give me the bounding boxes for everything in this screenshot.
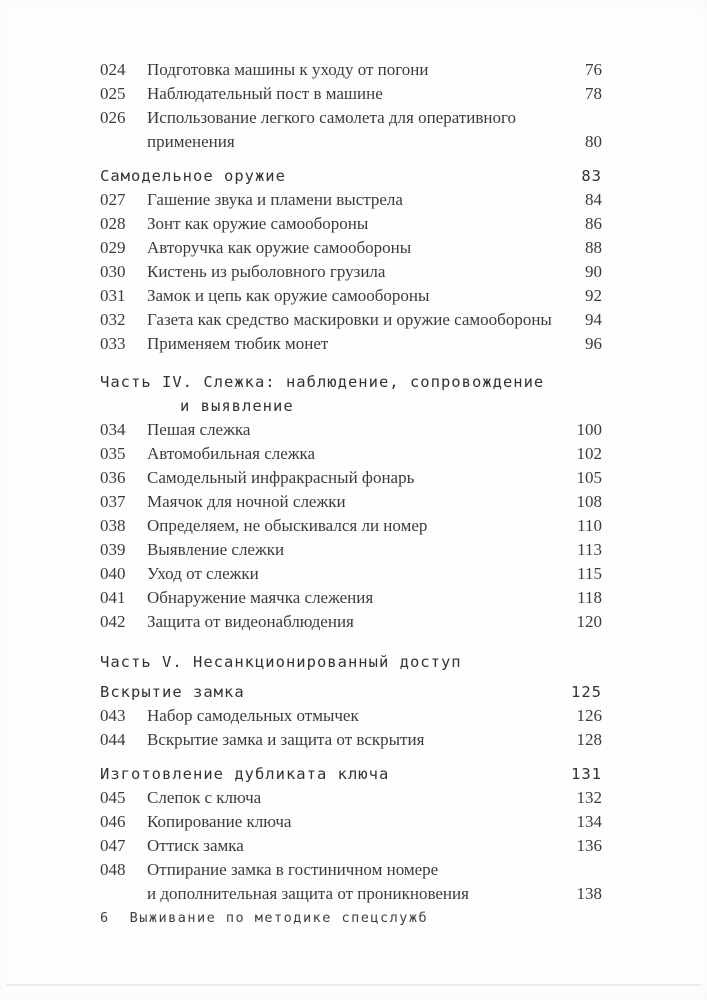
- entry-number: 030: [100, 262, 126, 281]
- toc-entry-row: [100, 188, 602, 212]
- toc-entry-row: [100, 538, 602, 562]
- entry-number: 044: [100, 730, 126, 749]
- entry-title: Наблюдательный пост в машине: [147, 84, 383, 103]
- entry-title: Определяем, не обыскивался ли номер: [147, 516, 428, 535]
- toc-entry-row: [100, 284, 602, 308]
- toc-entry-row: [100, 466, 602, 490]
- toc-entry-row: [100, 810, 602, 834]
- entry-number: 031: [100, 286, 126, 305]
- entry-title: Замок и цепь как оружие самообороны: [147, 286, 430, 305]
- toc-entry-row: [100, 562, 602, 586]
- entry-title: Гашение звука и пламени выстрела: [147, 190, 403, 209]
- entry-number: 033: [100, 334, 126, 353]
- section-heading: Изготовление дубликата ключа: [100, 765, 390, 783]
- toc-entry-row: [100, 82, 602, 106]
- page-bottom-edge: [6, 984, 701, 986]
- entry-title: Авторучка как оружие самообороны: [147, 238, 412, 257]
- entry-number: 035: [100, 444, 126, 463]
- entry-page: 86: [585, 214, 602, 233]
- entry-page: 134: [576, 812, 602, 831]
- entry-title: Копирование ключа: [147, 812, 292, 831]
- entry-page: 115: [577, 564, 602, 583]
- entry-page: 84: [585, 190, 602, 209]
- entry-title: Защита от видеонаблюдения: [147, 612, 354, 631]
- toc-entry-continuation-row: [100, 882, 602, 906]
- entry-page: 96: [585, 334, 602, 353]
- part-heading: Часть V. Несанкционированный доступ: [100, 653, 462, 671]
- section-heading: Вскрытие замка: [100, 683, 245, 701]
- entry-number: 025: [100, 84, 126, 103]
- entry-number: 043: [100, 706, 126, 725]
- entry-title: Пешая слежка: [147, 420, 251, 439]
- entry-page: 136: [576, 836, 602, 855]
- entry-page: 92: [585, 286, 602, 305]
- toc-entry-row: [100, 704, 602, 728]
- entry-title: Вскрытие замка и защита от вскрытия: [147, 730, 425, 749]
- toc-entry-row: [100, 728, 602, 752]
- section-page: 131: [571, 765, 602, 783]
- entry-title: Слепок с ключа: [147, 788, 262, 807]
- toc-entry-row: [100, 212, 602, 236]
- toc-entry-row: [100, 858, 602, 882]
- toc-entry-row: [100, 442, 602, 466]
- entry-number: 027: [100, 190, 126, 209]
- section-page: 125: [571, 683, 602, 701]
- entry-title: Подготовка машины к уходу от погони: [147, 60, 429, 79]
- running-footer: [100, 910, 428, 926]
- toc-section-heading-row: [100, 680, 602, 704]
- entry-title: Применяем тюбик монет: [147, 334, 329, 353]
- toc-entry-row: [100, 418, 602, 442]
- entry-title: Газета как средство маскировки и оружие самообороны: [147, 310, 552, 329]
- entry-number: 032: [100, 310, 126, 329]
- entry-title: Отпирание замка в гостиничном номере: [147, 860, 439, 879]
- entry-title-continuation: применения: [147, 132, 235, 151]
- entry-number: 038: [100, 516, 126, 535]
- toc-entry-row: [100, 106, 602, 130]
- entry-number: 024: [100, 60, 126, 79]
- folio-page-number: 6: [100, 910, 110, 926]
- entry-page: 128: [576, 730, 602, 749]
- entry-title: Обнаружение маячка слежения: [147, 588, 374, 607]
- entry-number: 034: [100, 420, 126, 439]
- entry-page: 120: [576, 612, 602, 631]
- toc-entry-row: [100, 236, 602, 260]
- toc-entry-row: [100, 260, 602, 284]
- entry-page: 105: [576, 468, 602, 487]
- toc-entry-row: [100, 834, 602, 858]
- toc-section-heading-row: [100, 164, 602, 188]
- entry-title-continuation: и дополнительная защита от проникновения: [147, 884, 469, 903]
- entry-number: 040: [100, 564, 126, 583]
- entry-page: 80: [585, 132, 602, 151]
- entry-page: 118: [577, 588, 602, 607]
- entry-title: Кистень из рыболовного грузила: [147, 262, 386, 281]
- entry-number: 028: [100, 214, 126, 233]
- footer-book-title: Выживание по методике спецслужб: [129, 910, 429, 926]
- entry-page: 126: [576, 706, 602, 725]
- entry-title: Оттиск замка: [147, 836, 244, 855]
- entry-number: 047: [100, 836, 126, 855]
- toc-part-heading-continuation-row: [100, 394, 602, 418]
- entry-number: 026: [100, 108, 126, 127]
- toc-section-heading-row: [100, 762, 602, 786]
- entry-page: 76: [585, 60, 602, 79]
- part-heading-continuation: и выявление: [180, 397, 294, 415]
- toc-entry-continuation-row: [100, 130, 602, 154]
- entry-number: 046: [100, 812, 126, 831]
- toc-entry-row: [100, 610, 602, 634]
- entry-page: 138: [576, 884, 602, 903]
- entry-page: 88: [585, 238, 602, 257]
- entry-title: Уход от слежки: [147, 564, 259, 583]
- entry-number: 037: [100, 492, 126, 511]
- toc-entry-row: [100, 490, 602, 514]
- entry-page: 94: [585, 310, 602, 329]
- section-page: 83: [581, 167, 602, 185]
- toc-part-heading-row: [100, 370, 602, 394]
- entry-title: Самодельный инфракрасный фонарь: [147, 468, 415, 487]
- toc-entry-row: [100, 58, 602, 82]
- entry-page: 108: [576, 492, 602, 511]
- toc-entry-row: [100, 514, 602, 538]
- entry-page: 113: [577, 540, 602, 559]
- entry-number: 042: [100, 612, 126, 631]
- toc-part-heading-row: [100, 650, 602, 674]
- entry-title: Выявление слежки: [147, 540, 285, 559]
- entry-page: 110: [577, 516, 602, 535]
- entry-title: Маячок для ночной слежки: [147, 492, 346, 511]
- entry-page: 100: [576, 420, 602, 439]
- toc-entry-row: [100, 332, 602, 356]
- entry-number: 048: [100, 860, 126, 879]
- part-heading: Часть IV. Слежка: наблюдение, сопровождение: [100, 373, 545, 391]
- toc-entry-row: [100, 308, 602, 332]
- entry-title: Автомобильная слежка: [147, 444, 316, 463]
- entry-page: 90: [585, 262, 602, 281]
- entry-number: 039: [100, 540, 126, 559]
- entry-number: 041: [100, 588, 126, 607]
- toc-entry-row: [100, 586, 602, 610]
- toc-entry-row: [100, 786, 602, 810]
- entry-title: Использование легкого самолета для оперативного: [147, 108, 517, 127]
- entry-number: 036: [100, 468, 126, 487]
- section-heading: Самодельное оружие: [100, 167, 286, 185]
- entry-title: Зонт как оружие самообороны: [147, 214, 369, 233]
- entry-page: 78: [585, 84, 602, 103]
- entry-number: 045: [100, 788, 126, 807]
- entry-page: 132: [576, 788, 602, 807]
- entry-page: 102: [576, 444, 602, 463]
- entry-title: Набор самодельных отмычек: [147, 706, 359, 725]
- entry-number: 029: [100, 238, 126, 257]
